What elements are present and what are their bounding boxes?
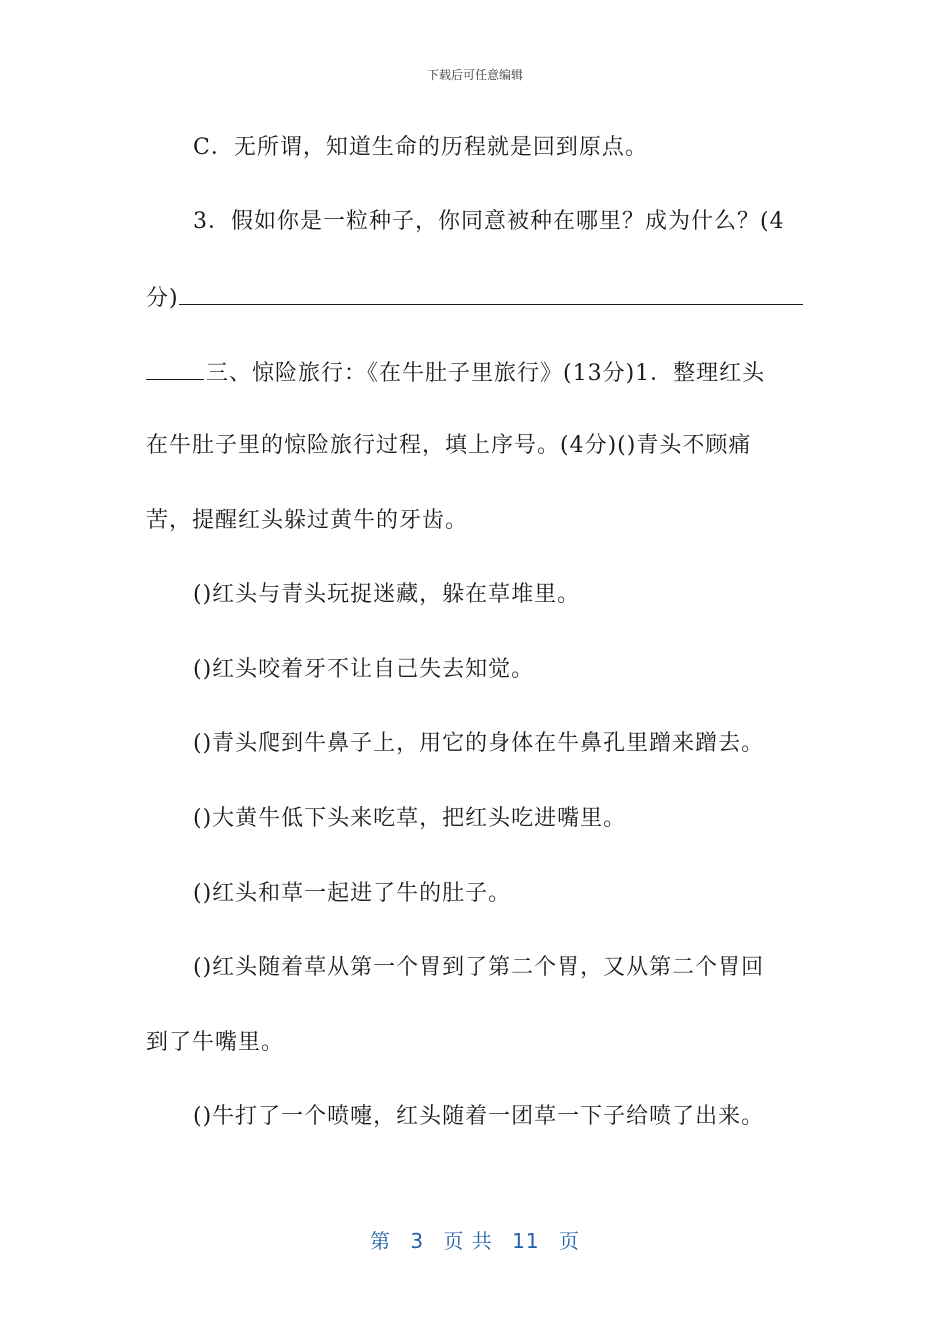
section-3-line-3: 苦，提醒红头躲过黄牛的牙齿。	[146, 508, 469, 533]
footer-total-label: 页 共	[443, 1229, 493, 1253]
list-item-6-line-2: 到了牛嘴里。	[146, 1030, 285, 1055]
header-note: 下载后可任意编辑	[426, 68, 523, 82]
section-3-heading-text: 三、惊险旅行：《在牛肚子里旅行》(13分)1．整理红头	[206, 361, 766, 386]
list-item-5: ()红头和草一起进了牛的肚子。	[193, 881, 512, 906]
list-item-4: ()大黄牛低下头来吃草，把红头吃进嘴里。	[193, 806, 627, 831]
question-3-line-2	[146, 282, 803, 314]
page-footer	[0, 1225, 950, 1254]
section-3-line-2: 在牛肚子里的惊险旅行过程，填上序号。(4分)()青头不顾痛	[146, 433, 752, 458]
list-item-3: ()青头爬到牛鼻子上，用它的身体在牛鼻孔里蹭来蹭去。	[193, 731, 765, 756]
section-3-line-1	[146, 357, 765, 389]
list-item-6-line-1: ()红头随着草从第一个胃到了第二个胃，又从第二个胃回	[193, 955, 765, 980]
list-item-1: ()红头与青头玩捉迷藏，躲在草堆里。	[193, 582, 581, 607]
option-c-text: C．无所谓，知道生命的历程就是回到原点。	[193, 135, 648, 160]
list-item-2: ()红头咬着牙不让自己失去知觉。	[193, 657, 535, 682]
answer-blank-line	[179, 282, 803, 305]
list-item-7: ()牛打了一个喷嚏，红头随着一团草一下子给喷了出来。	[193, 1104, 765, 1129]
footer-page-suffix: 页	[558, 1229, 580, 1253]
question-3-line-2-prefix: 分)	[146, 286, 179, 311]
footer-page-label: 第	[370, 1229, 391, 1253]
question-3-line-1: 3．假如你是一粒种子，你同意被种在哪里？成为什么？(4	[193, 209, 785, 234]
answer-blank-short	[146, 357, 204, 380]
footer-page-number: 3	[410, 1229, 425, 1253]
footer-total-pages: 11	[512, 1229, 540, 1253]
